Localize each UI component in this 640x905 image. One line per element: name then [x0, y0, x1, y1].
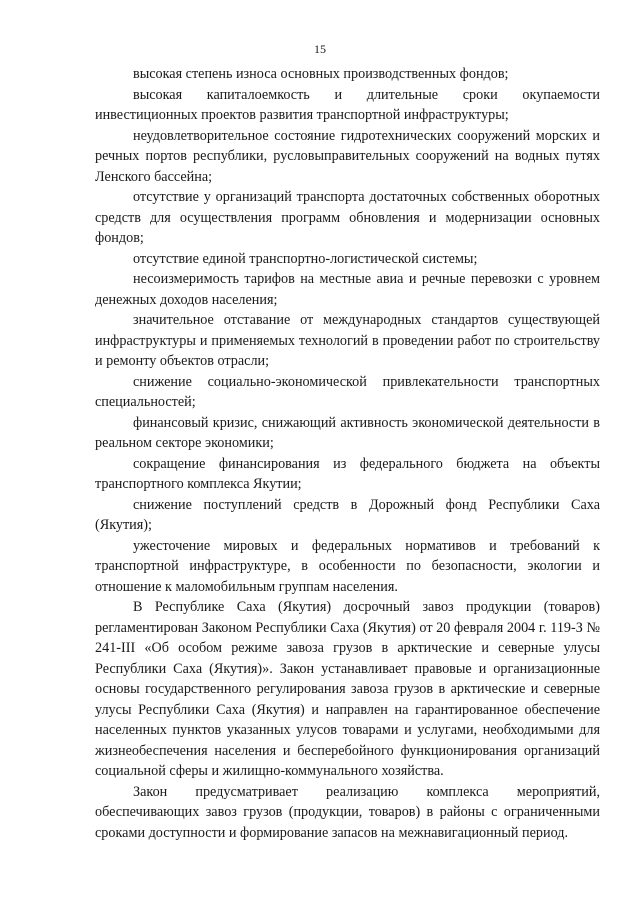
paragraph: ужесточение мировых и федеральных нормативов и требований к транспортной инфраструктуре, в особенности по безопасности, экологии и отношение к маломобильным группам населения. — [95, 537, 600, 595]
paragraph: отсутствие единой транспортно-логистической системы; — [133, 250, 478, 267]
paragraph: отсутствие у организаций транспорта достаточных собственных оборотных средств для осуществления программ обновления и модернизации основных фондов; — [95, 189, 600, 246]
paragraph: высокая капиталоемкость и длительные сроки окупаемости инвестиционных проектов развития транспортной инфраструктуры; — [95, 86, 600, 123]
paragraph: значительное отставание от международных стандартов существующей инфраструктуры и применяемых технологий в проведении работ по строительству и ремонту объектов отрасли; — [95, 312, 600, 369]
paragraph: В Республике Саха (Якутия) досрочный завоз продукции (товаров) регламентирован Законом Республики Саха (Якутия) от 20 февраля 2004 г. 119-З № 241-III «Об особом режиме завоза грузов в арктические и северные улусы Республики Саха (Якутия)». Закон устанавливает правовые и организационные основы государственного регулирования завоза грузов в арктические и северные улусы Республики Саха (Якутия) и направлен на гарантированное обеспечение населенных пунктов указанных улусов товарами и услугами, необходимыми для жизнеобеспечения населения и бесперебойного функционирования организаций социальной сферы и жилищно-коммунального хозяйства. — [95, 599, 600, 779]
document-body — [95, 64, 600, 843]
paragraph: несоизмеримость тарифов на местные авиа и речные перевозки с уровнем денежных доходов населения; — [95, 271, 600, 308]
page-number: 15 — [314, 42, 326, 56]
paragraph: сокращение финансирования из федерального бюджета на объекты транспортного комплекса Якутии; — [95, 455, 600, 492]
paragraph: снижение социально-экономической привлекательности транспортных специальностей; — [95, 373, 600, 410]
paragraph: Закон предусматривает реализацию комплекса мероприятий, обеспечивающих завоз грузов (продукции, товаров) в районы с ограниченными сроками доступности и формирование запасов на межнавигационный период. — [95, 783, 600, 841]
paragraph: высокая степень износа основных производственных фондов; — [133, 66, 509, 82]
paragraph: снижение поступлений средств в Дорожный фонд Республики Саха (Якутия); — [95, 496, 600, 533]
paragraph: финансовый кризис, снижающий активность экономической деятельности в реальном секторе экономики; — [95, 414, 600, 451]
paragraph: неудовлетворительное состояние гидротехнических сооружений морских и речных портов республики, русловыправительных сооружений на водных путях Ленского бассейна; — [95, 127, 600, 185]
